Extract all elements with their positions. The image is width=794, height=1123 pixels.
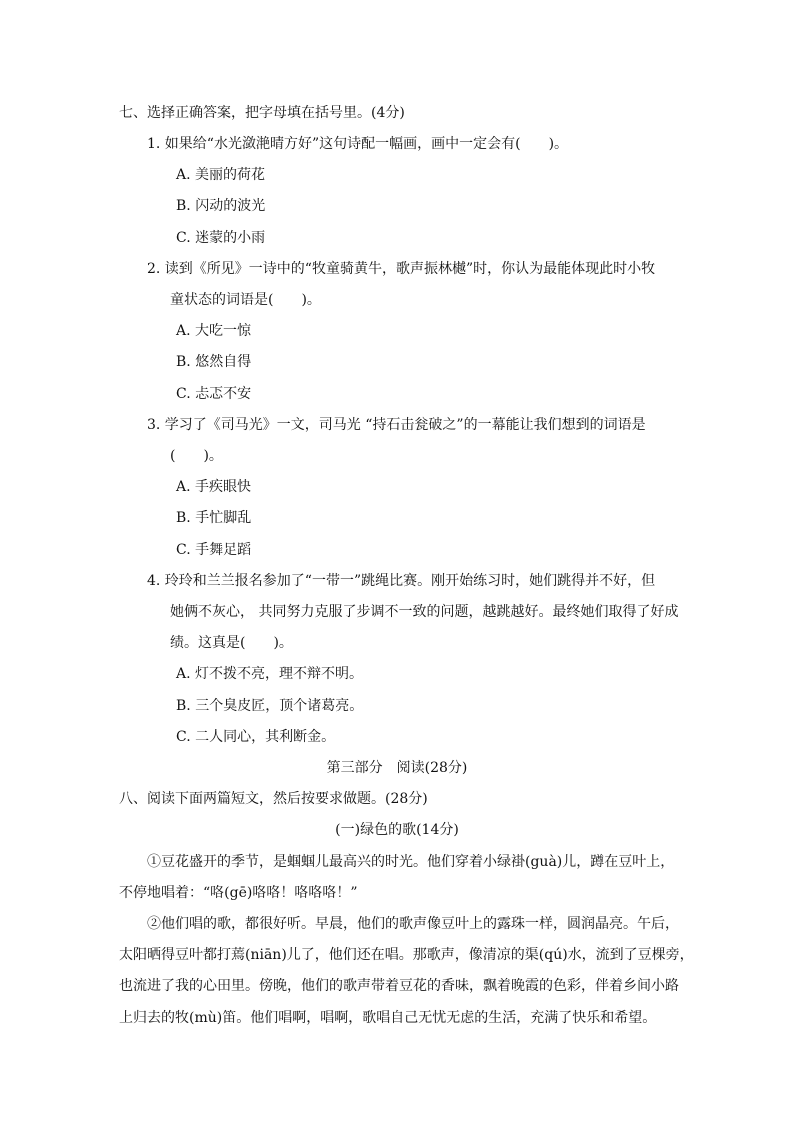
question-1-option-c: C. 迷蒙的小雨: [176, 230, 266, 246]
section-7-heading: 七、选择正确答案，把字母填在括号里。(4分): [119, 105, 405, 121]
question-4-option-b: B. 三个臭皮匠，顶个诸葛亮。: [176, 698, 364, 714]
section-8-heading: 八、阅读下面两篇短文，然后按要求做题。(28分): [119, 791, 428, 807]
question-4-text: 4. 玲玲和兰兰报名参加了“一带一”跳绳比赛。刚开始练习时，她们跳得并不好，但: [147, 573, 656, 589]
paragraph-2-line-1: ②他们唱的歌，都很好听。早晨，他们的歌声像豆叶上的露珠一样，圆润晶亮。午后，: [147, 916, 679, 932]
question-4-text-cont-2: 绩。这真是( )。: [170, 635, 293, 651]
question-3-text-cont: ( )。: [170, 448, 223, 464]
paragraph-2-line-2: 太阳晒得豆叶都打蔫(niān)儿了，他们还在唱。那歌声，像清凉的渠(qú)水，流到了豆棵旁，: [119, 947, 694, 963]
question-4-option-a: A. 灯不拨不亮，理不辩不明。: [176, 666, 364, 682]
question-2-option-b: B. 悠然自得: [176, 354, 252, 370]
question-3-option-a: A. 手疾眼快: [176, 479, 252, 495]
question-3-text: 3. 学习了《司马光》一文，司马光 “持石击瓮破之”的一幕能让我们想到的词语是: [147, 417, 646, 433]
question-2-text-cont: 童状态的词语是( )。: [170, 292, 321, 308]
question-3-option-b: B. 手忙脚乱: [176, 510, 252, 526]
part-3-title: 第三部分 阅读(28分): [326, 760, 468, 776]
paragraph-1-line-1: ①豆花盛开的季节，是蝈蝈儿最高兴的时光。他们穿着小绿褂(guà)儿，蹲在豆叶上，: [147, 854, 675, 870]
passage-title: (一)绿色的歌(14分): [335, 822, 459, 838]
question-4-option-c: C. 二人同心，其利断金。: [176, 729, 336, 745]
paragraph-2-line-4: 上归去的牧(mù)笛。他们唱啊，唱啊，歌唱自己无忧无虑的生活，充满了快乐和希望。: [119, 1010, 657, 1026]
question-1-text: 1. 如果给“水光潋滟晴方好”这句诗配一幅画，画中一定会有( )。: [147, 136, 569, 152]
question-2-option-a: A. 大吃一惊: [176, 323, 252, 339]
question-1-option-b: B. 闪动的波光: [176, 198, 266, 214]
question-2-option-c: C. 忐忑不安: [176, 386, 252, 402]
paragraph-2-line-3: 也流进了我的心田里。傍晚，他们的歌声带着豆花的香味，飘着晚霞的色彩，伴着乡间小路: [119, 978, 679, 994]
question-3-option-c: C. 手舞足蹈: [176, 542, 252, 558]
question-1-option-a: A. 美丽的荷花: [176, 167, 266, 183]
paragraph-1-line-2: 不停地唱着：“咯(gē)咯咯！咯咯咯！”: [119, 885, 358, 901]
question-2-text: 2. 读到《所见》一诗中的“牧童骑黄牛，歌声振林樾”时，你认为最能体现此时小牧: [147, 261, 656, 277]
question-4-text-cont-1: 她俩不灰心， 共同努力克服了步调不一致的问题，越跳越好。最终她们取得了好成: [170, 604, 679, 620]
